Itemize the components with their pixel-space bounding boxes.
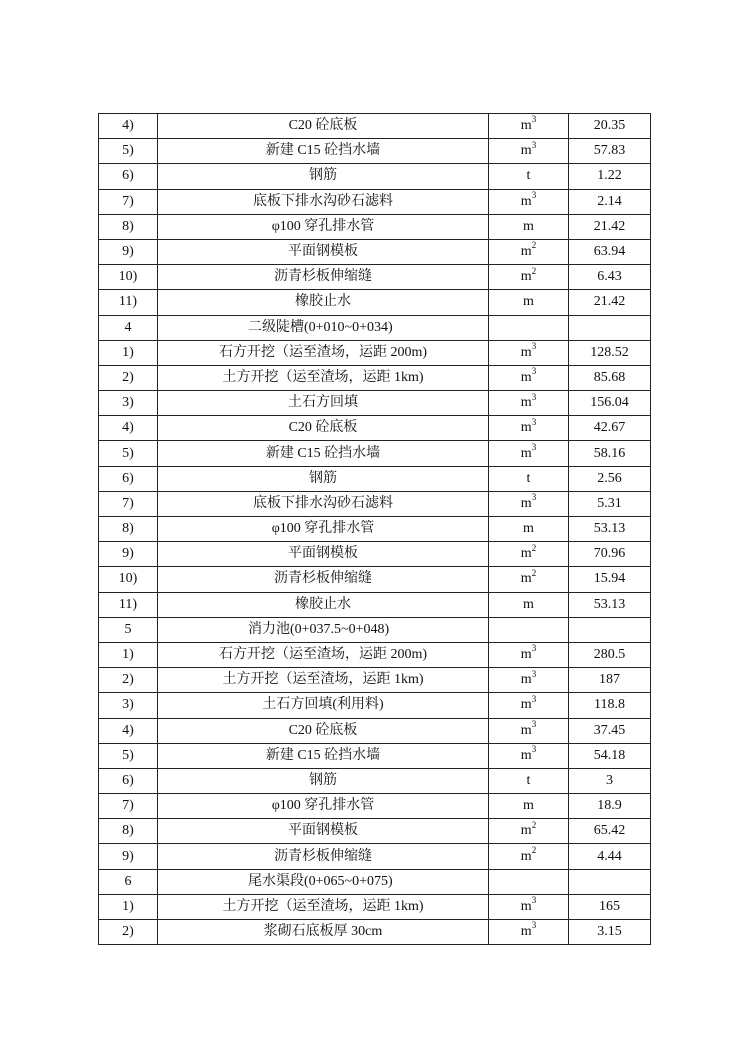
table-row [99, 164, 651, 189]
unit-cell [489, 265, 569, 290]
item-number: 7) [99, 794, 158, 819]
unit: m [520, 369, 532, 385]
table-row [99, 592, 651, 617]
unit-exponent: 3 [531, 139, 537, 150]
unit-exponent: 2 [531, 542, 537, 553]
item-name: 钢筋 [158, 164, 489, 189]
unit: m [520, 445, 532, 461]
quantity: 70.96 [569, 542, 651, 567]
item-name: 沥青杉板伸缩缝 [158, 265, 489, 290]
quantity: 53.13 [569, 517, 651, 542]
quantity-table [98, 113, 651, 945]
item-number: 1) [99, 642, 158, 667]
section-title: 二级陡槽(0+010~0+034) [158, 315, 489, 340]
item-number: 8) [99, 214, 158, 239]
unit: m [520, 546, 532, 562]
unit-cell [489, 189, 569, 214]
item-name: 平面钢模板 [158, 239, 489, 264]
item-number: 1) [99, 340, 158, 365]
unit-exponent: 3 [531, 718, 537, 729]
item-name: C20 砼底板 [158, 718, 489, 743]
table-row [99, 265, 651, 290]
quantity: 42.67 [569, 416, 651, 441]
unit: m [523, 294, 534, 310]
table-row [99, 466, 651, 491]
item-number: 5) [99, 139, 158, 164]
item-name: φ100 穿孔排水管 [158, 214, 489, 239]
unit-cell [489, 391, 569, 416]
unit-exponent: 3 [531, 668, 537, 679]
unit: m [523, 798, 534, 814]
unit: m [520, 143, 532, 159]
unit-cell [489, 114, 569, 139]
table-row [99, 290, 651, 315]
quantity: 3.15 [569, 920, 651, 945]
unit-cell [489, 239, 569, 264]
item-number: 7) [99, 491, 158, 516]
unit: m [520, 898, 532, 914]
item-number: 3) [99, 391, 158, 416]
unit-exponent: 3 [531, 643, 537, 654]
item-name: 平面钢模板 [158, 542, 489, 567]
item-name: 土方开挖（运至渣场，运距 1km) [158, 365, 489, 390]
item-number: 2) [99, 920, 158, 945]
quantity: 37.45 [569, 718, 651, 743]
unit-cell [489, 466, 569, 491]
item-name: 土石方回填(利用料) [158, 693, 489, 718]
table-row [99, 441, 651, 466]
unit: m [520, 924, 532, 940]
unit-exponent: 3 [531, 391, 537, 402]
table-row [99, 844, 651, 869]
table-row [99, 391, 651, 416]
table-row [99, 189, 651, 214]
quantity: 85.68 [569, 365, 651, 390]
unit-cell [489, 365, 569, 390]
unit: m [520, 697, 532, 713]
table-row [99, 114, 651, 139]
item-name: 橡胶止水 [158, 592, 489, 617]
item-name: 橡胶止水 [158, 290, 489, 315]
table-row [99, 668, 651, 693]
quantity: 2.56 [569, 466, 651, 491]
unit: m [520, 722, 532, 738]
item-number: 5) [99, 441, 158, 466]
item-name: C20 砼底板 [158, 114, 489, 139]
item-number: 4) [99, 416, 158, 441]
quantity: 54.18 [569, 743, 651, 768]
item-name: 土方开挖（运至渣场，运距 1km) [158, 668, 489, 693]
table-row [99, 794, 651, 819]
unit-exponent: 2 [531, 819, 537, 830]
quantity: 18.9 [569, 794, 651, 819]
item-name: 钢筋 [158, 768, 489, 793]
quantity: 2.14 [569, 189, 651, 214]
unit-cell [489, 768, 569, 793]
item-name: C20 砼底板 [158, 416, 489, 441]
item-number: 2) [99, 365, 158, 390]
quantity: 57.83 [569, 139, 651, 164]
unit-exponent: 3 [531, 492, 537, 503]
unit-cell [489, 920, 569, 945]
unit: m [520, 269, 532, 285]
item-number: 8) [99, 517, 158, 542]
item-name: 浆砌石底板厚 30cm [158, 920, 489, 945]
table-row [99, 894, 651, 919]
item-number: 4 [99, 315, 158, 340]
unit-cell [489, 869, 569, 894]
item-name: 新建 C15 砼挡水墙 [158, 441, 489, 466]
unit: m [520, 747, 532, 763]
quantity: 5.31 [569, 491, 651, 516]
unit: m [520, 571, 532, 587]
unit-cell [489, 517, 569, 542]
unit-exponent: 3 [531, 416, 537, 427]
unit: m [520, 823, 532, 839]
quantity: 21.42 [569, 290, 651, 315]
quantity: 4.44 [569, 844, 651, 869]
item-number: 9) [99, 844, 158, 869]
unit-exponent: 3 [531, 190, 537, 200]
item-name: 沥青杉板伸缩缝 [158, 567, 489, 592]
table-row [99, 743, 651, 768]
item-number: 6) [99, 466, 158, 491]
unit-cell [489, 844, 569, 869]
item-number: 9) [99, 542, 158, 567]
section-row [99, 617, 651, 642]
unit-cell [489, 819, 569, 844]
quantity: 21.42 [569, 214, 651, 239]
item-number: 1) [99, 894, 158, 919]
item-name: 底板下排水沟砂石滤料 [158, 491, 489, 516]
unit: m [520, 193, 532, 209]
item-name: 钢筋 [158, 466, 489, 491]
unit-cell [489, 668, 569, 693]
unit: m [520, 672, 532, 688]
unit: m [520, 848, 532, 864]
table-row [99, 642, 651, 667]
unit-cell [489, 139, 569, 164]
table-row [99, 340, 651, 365]
item-number: 4) [99, 718, 158, 743]
item-name: φ100 穿孔排水管 [158, 794, 489, 819]
quantity: 20.35 [569, 114, 651, 139]
quantity: 118.8 [569, 693, 651, 718]
unit-cell [489, 617, 569, 642]
table-row [99, 768, 651, 793]
unit-exponent: 3 [531, 895, 537, 906]
quantity: 53.13 [569, 592, 651, 617]
unit: m [520, 495, 532, 511]
unit-cell [489, 894, 569, 919]
item-number: 11) [99, 592, 158, 617]
unit: m [520, 244, 532, 260]
item-number: 6) [99, 768, 158, 793]
unit-exponent: 3 [531, 114, 537, 125]
table-row [99, 491, 651, 516]
unit-cell [489, 567, 569, 592]
item-number: 5) [99, 743, 158, 768]
item-number: 10) [99, 567, 158, 592]
quantity-table-body [99, 114, 651, 945]
quantity: 187 [569, 668, 651, 693]
item-name: φ100 穿孔排水管 [158, 517, 489, 542]
table-row [99, 920, 651, 945]
table-row [99, 239, 651, 264]
item-number: 6 [99, 869, 158, 894]
table-row [99, 214, 651, 239]
unit: m [520, 395, 532, 411]
table-row [99, 718, 651, 743]
table-row [99, 139, 651, 164]
item-name: 新建 C15 砼挡水墙 [158, 139, 489, 164]
quantity: 6.43 [569, 265, 651, 290]
unit-cell [489, 214, 569, 239]
quantity [569, 869, 651, 894]
unit-cell [489, 290, 569, 315]
item-number: 8) [99, 819, 158, 844]
unit-exponent: 3 [531, 920, 537, 931]
unit-exponent: 3 [531, 744, 537, 755]
item-number: 3) [99, 693, 158, 718]
unit-exponent: 3 [531, 341, 537, 352]
unit-cell [489, 642, 569, 667]
quantity: 58.16 [569, 441, 651, 466]
item-number: 7) [99, 189, 158, 214]
unit: m [523, 218, 534, 234]
item-name: 石方开挖（运至渣场，运距 200m) [158, 642, 489, 667]
table-row [99, 365, 651, 390]
unit-cell [489, 743, 569, 768]
quantity: 156.04 [569, 391, 651, 416]
unit-exponent: 3 [531, 366, 537, 377]
unit: m [520, 118, 532, 134]
unit-exponent: 2 [531, 240, 537, 251]
unit: m [520, 420, 532, 436]
quantity [569, 617, 651, 642]
item-number: 9) [99, 239, 158, 264]
quantity: 280.5 [569, 642, 651, 667]
quantity: 3 [569, 768, 651, 793]
section-title: 消力池(0+037.5~0+048) [158, 617, 489, 642]
unit: t [526, 772, 531, 788]
unit-cell [489, 718, 569, 743]
unit-cell [489, 592, 569, 617]
quantity: 1.22 [569, 164, 651, 189]
item-name: 平面钢模板 [158, 819, 489, 844]
quantity: 65.42 [569, 819, 651, 844]
unit-cell [489, 542, 569, 567]
item-name: 土方开挖（运至渣场，运距 1km) [158, 894, 489, 919]
unit: m [520, 344, 532, 360]
unit-cell [489, 340, 569, 365]
unit-cell [489, 416, 569, 441]
quantity: 15.94 [569, 567, 651, 592]
unit-cell [489, 794, 569, 819]
table-row [99, 693, 651, 718]
quantity: 128.52 [569, 340, 651, 365]
unit: m [523, 521, 534, 537]
table-row [99, 567, 651, 592]
unit-exponent: 3 [531, 441, 537, 452]
unit-exponent: 3 [531, 693, 537, 704]
table-row [99, 542, 651, 567]
unit-cell [489, 164, 569, 189]
item-number: 10) [99, 265, 158, 290]
unit: t [526, 168, 531, 184]
item-number: 5 [99, 617, 158, 642]
item-number: 4) [99, 114, 158, 139]
section-row [99, 869, 651, 894]
item-number: 11) [99, 290, 158, 315]
unit: m [523, 596, 534, 612]
unit-cell [489, 693, 569, 718]
unit-exponent: 2 [531, 844, 537, 855]
unit-exponent: 2 [531, 265, 537, 276]
item-number: 6) [99, 164, 158, 189]
unit-cell [489, 491, 569, 516]
quantity: 63.94 [569, 239, 651, 264]
table-row [99, 416, 651, 441]
unit: m [520, 647, 532, 663]
item-number: 2) [99, 668, 158, 693]
quantity: 165 [569, 894, 651, 919]
item-name: 底板下排水沟砂石滤料 [158, 189, 489, 214]
unit-cell [489, 441, 569, 466]
unit: t [526, 470, 531, 486]
item-name: 石方开挖（运至渣场，运距 200m) [158, 340, 489, 365]
table-row [99, 517, 651, 542]
item-name: 沥青杉板伸缩缝 [158, 844, 489, 869]
item-name: 新建 C15 砼挡水墙 [158, 743, 489, 768]
section-title: 尾水渠段(0+065~0+075) [158, 869, 489, 894]
table-row [99, 819, 651, 844]
item-name: 土石方回填 [158, 391, 489, 416]
unit-cell [489, 315, 569, 340]
quantity [569, 315, 651, 340]
unit-exponent: 2 [531, 567, 537, 578]
section-row [99, 315, 651, 340]
